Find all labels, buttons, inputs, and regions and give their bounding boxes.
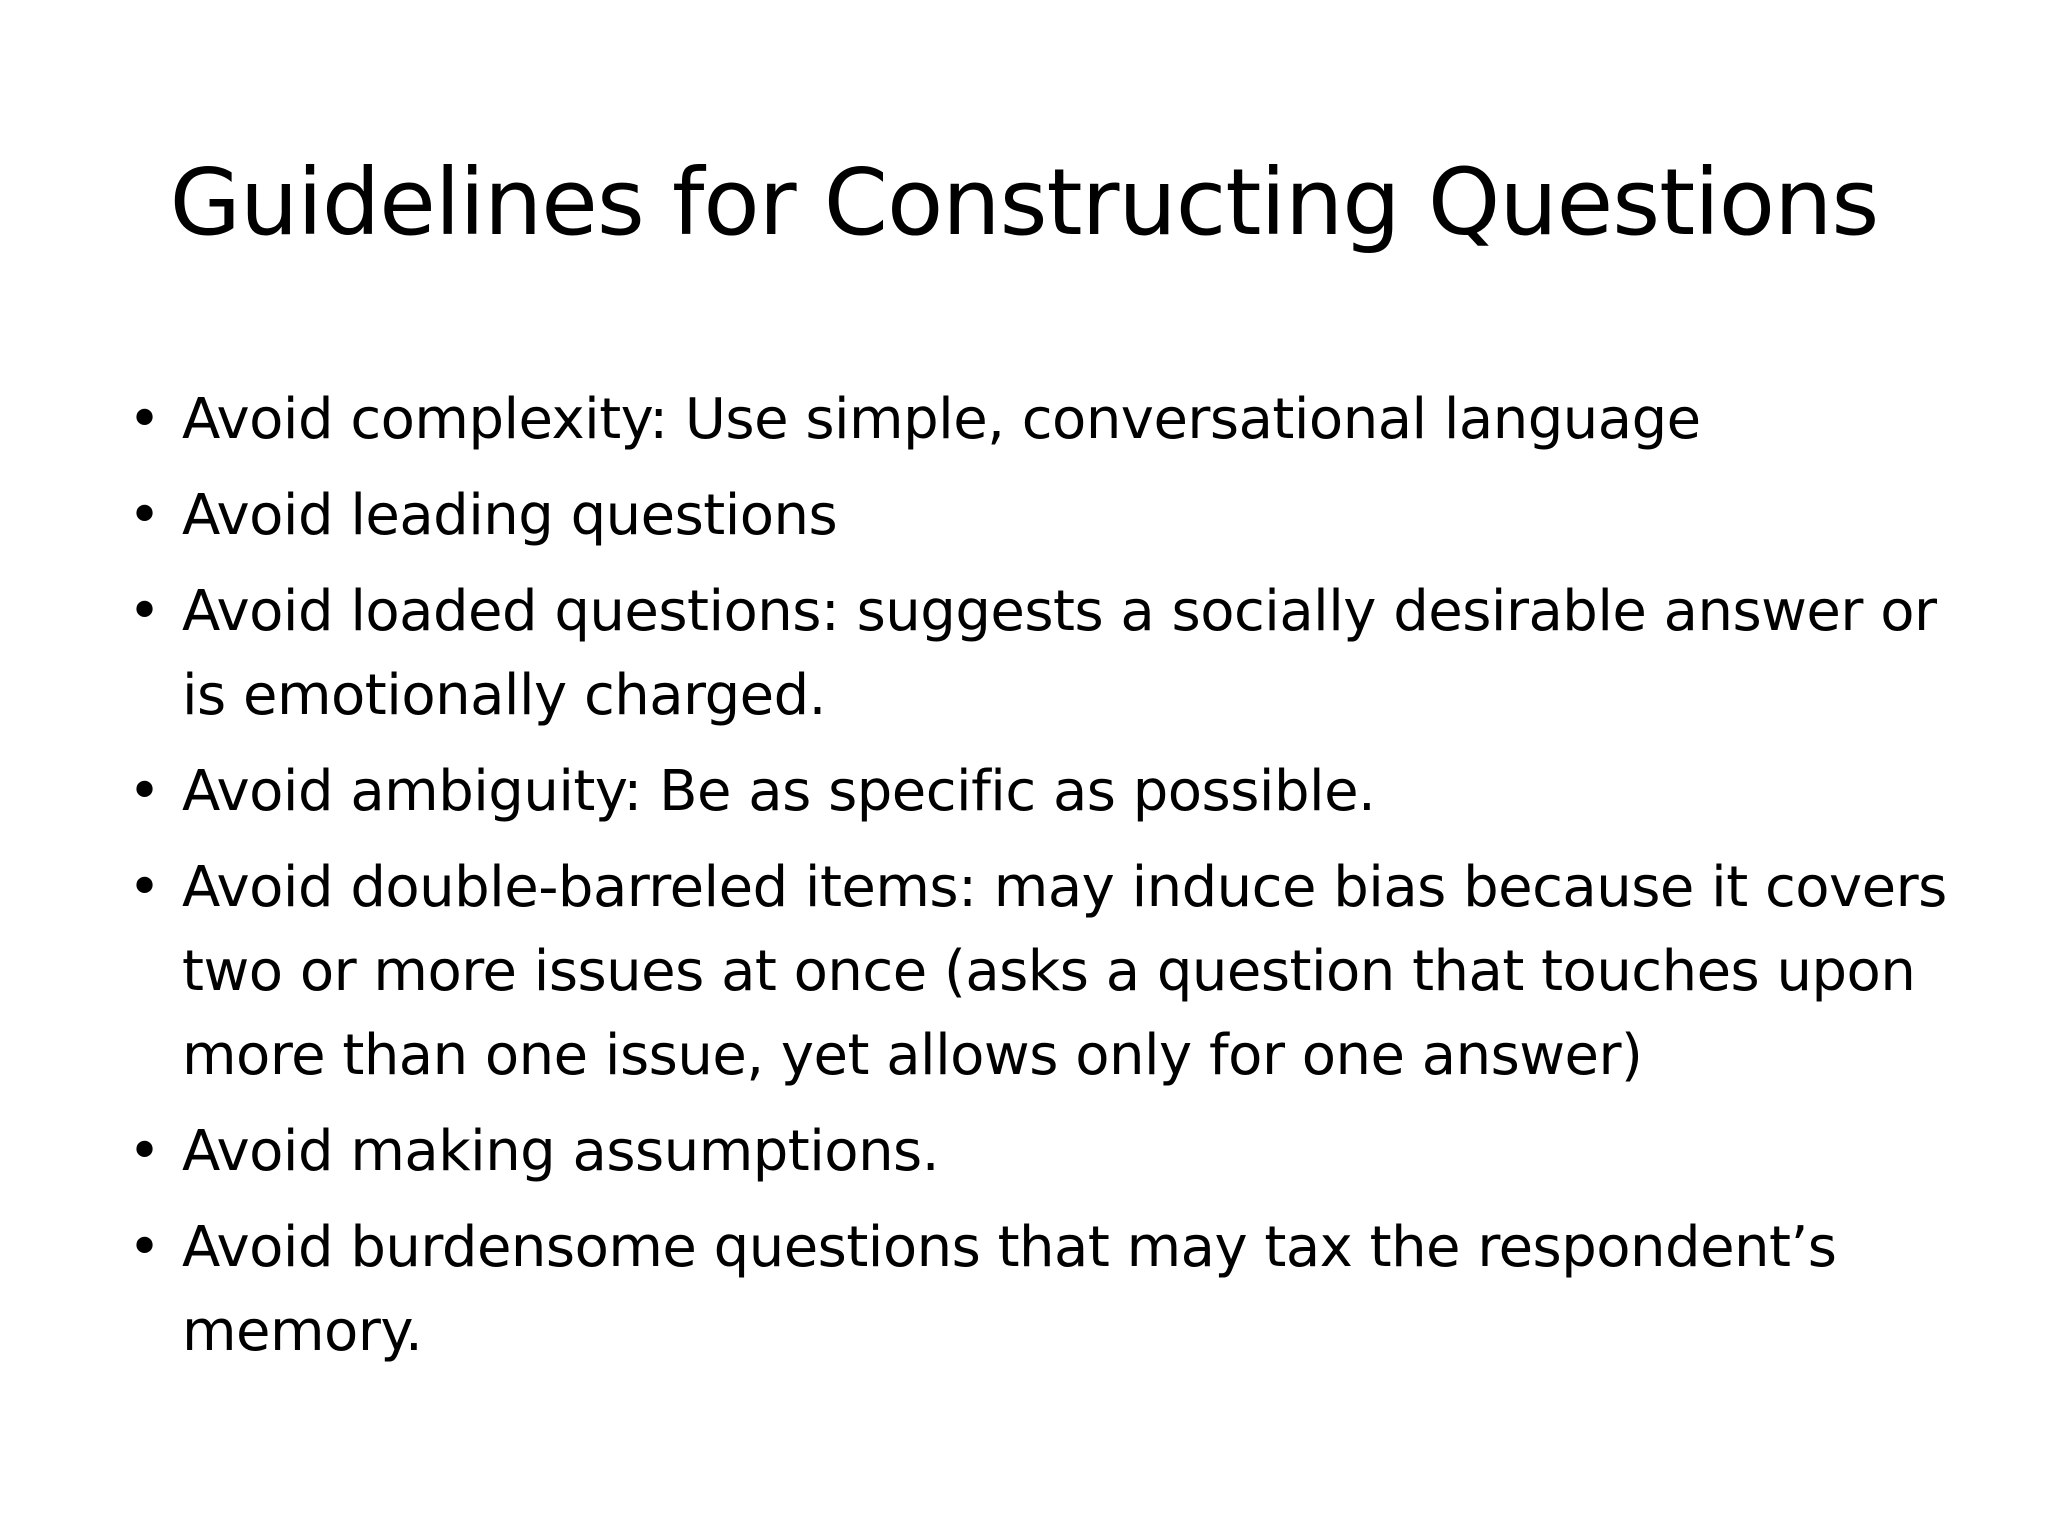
bullet-icon: •	[128, 855, 161, 920]
bullet-item	[128, 1110, 1958, 1194]
bullet-icon: •	[128, 579, 161, 644]
bullet-icon: •	[128, 1119, 161, 1184]
bullet-item	[128, 1206, 1958, 1374]
bullet-item	[128, 570, 1958, 738]
bullet-icon: •	[128, 483, 161, 548]
bullet-icon: •	[128, 387, 161, 452]
bullet-item	[128, 474, 1958, 558]
bullet-text: Avoid complexity: Use simple, conversational language	[182, 387, 1701, 452]
bullet-text: Avoid burdensome questions that may tax the respondent’s memory.	[182, 1215, 1837, 1364]
bullet-item	[128, 378, 1958, 462]
bullet-text: Avoid ambiguity: Be as specific as possible.	[182, 759, 1376, 824]
slide-title: Guidelines for Constructing Questions	[169, 149, 1879, 256]
bullet-item	[128, 846, 1958, 1098]
bullet-list	[128, 378, 1958, 1386]
bullet-icon: •	[128, 759, 161, 824]
bullet-icon: •	[128, 1215, 161, 1280]
bullet-text: Avoid double-barreled items: may induce bias because it covers two or more issues at once (asks a question that touches upon more than one issue, yet allows only for one answer)	[182, 855, 1947, 1088]
bullet-text: Avoid making assumptions.	[182, 1119, 940, 1184]
bullet-text: Avoid leading questions	[182, 483, 838, 548]
bullet-text: Avoid loaded questions: suggests a socially desirable answer or is emotionally charged.	[182, 579, 1937, 728]
bullet-item	[128, 750, 1958, 834]
